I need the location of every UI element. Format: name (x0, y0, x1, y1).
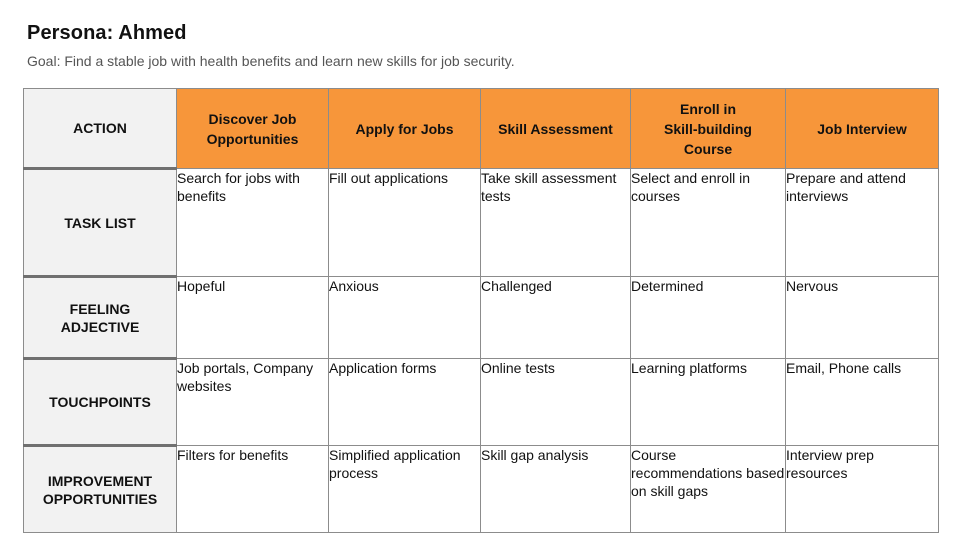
stage-apply-for-jobs: Apply for Jobs (329, 89, 481, 169)
touchpoints-row (24, 359, 939, 446)
feeling-row (24, 277, 939, 359)
stage-header-row (24, 89, 939, 169)
touchpoint-cell-enroll: Learning platforms (631, 359, 786, 446)
stage-discover-job-opportunities: Discover Job Opportunities (177, 89, 329, 169)
row-label-improvement-opportunities: IMPROVEMENT OPPORTUNITIES (24, 446, 177, 533)
stage-skill-assessment: Skill Assessment (481, 89, 631, 169)
improvement-cell-enroll: Course recommendations based on skill gaps (631, 446, 786, 533)
row-label-touchpoints: TOUCHPOINTS (24, 359, 177, 446)
task-cell-assessment: Take skill assessment tests (481, 169, 631, 277)
improvement-row (24, 446, 939, 533)
persona-title: Persona: Ahmed (27, 22, 187, 44)
task-list-row (24, 169, 939, 277)
row-label-feeling-adjective: FEELING ADJECTIVE (24, 277, 177, 359)
touchpoint-cell-interview: Email, Phone calls (786, 359, 939, 446)
journey-map-table (23, 88, 939, 533)
improvement-cell-interview: Interview prep resources (786, 446, 939, 533)
task-cell-discover: Search for jobs with benefits (177, 169, 329, 277)
improvement-cell-assessment: Skill gap analysis (481, 446, 631, 533)
feeling-cell-enroll: Determined (631, 277, 786, 359)
persona-goal: Goal: Find a stable job with health benefits and learn new skills for job security. (27, 53, 515, 69)
task-cell-enroll: Select and enroll in courses (631, 169, 786, 277)
stage-job-interview: Job Interview (786, 89, 939, 169)
feeling-cell-assessment: Challenged (481, 277, 631, 359)
improvement-cell-discover: Filters for benefits (177, 446, 329, 533)
feeling-cell-interview: Nervous (786, 277, 939, 359)
task-cell-interview: Prepare and attend interviews (786, 169, 939, 277)
feeling-cell-discover: Hopeful (177, 277, 329, 359)
task-cell-apply: Fill out applications (329, 169, 481, 277)
action-header: ACTION (24, 89, 177, 169)
touchpoint-cell-discover: Job portals, Company websites (177, 359, 329, 446)
touchpoint-cell-assessment: Online tests (481, 359, 631, 446)
feeling-cell-apply: Anxious (329, 277, 481, 359)
touchpoint-cell-apply: Application forms (329, 359, 481, 446)
stage-enroll-skill-building-course: Enroll in Skill-building Course (631, 89, 786, 169)
row-label-task-list: TASK LIST (24, 169, 177, 277)
improvement-cell-apply: Simplified application process (329, 446, 481, 533)
